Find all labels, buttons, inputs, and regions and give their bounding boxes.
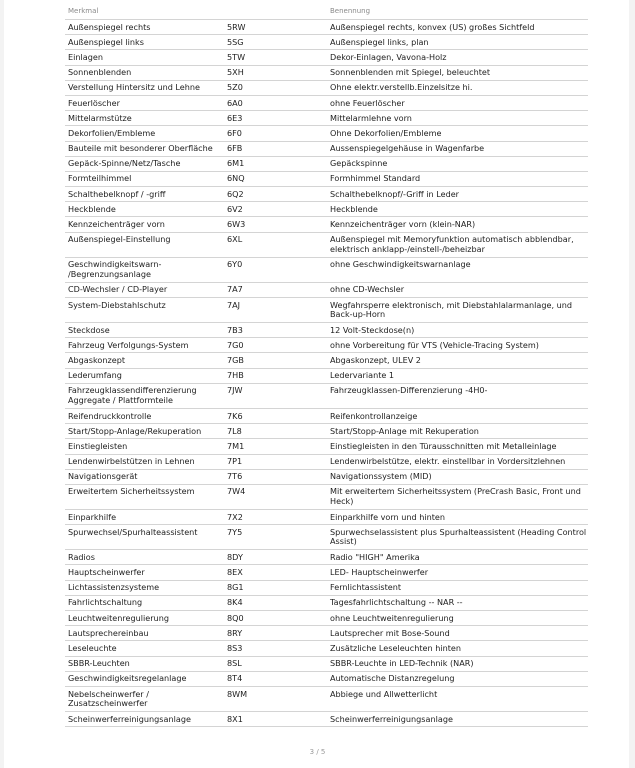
cell-designation: Ohne elektr.verstellb.Einzelsitze hi. bbox=[330, 82, 473, 93]
table-row bbox=[65, 687, 588, 712]
table-row bbox=[65, 96, 588, 111]
cell-feature: Kennzeichenträger vorn bbox=[68, 219, 165, 230]
table-row bbox=[65, 672, 588, 687]
table-row bbox=[65, 142, 588, 157]
cell-feature: System-Diebstahlschutz bbox=[68, 299, 166, 310]
table-row bbox=[65, 470, 588, 485]
cell-code: 8S3 bbox=[227, 642, 243, 653]
cell-feature: Reifendruckkontrolle bbox=[68, 410, 152, 421]
cell-code: 6FB bbox=[227, 143, 243, 154]
table-row bbox=[65, 323, 588, 338]
table-row bbox=[65, 338, 588, 353]
table-row bbox=[65, 384, 588, 409]
cell-designation: Ohne Dekorfolien/Embleme bbox=[330, 127, 442, 138]
cell-feature: Radios bbox=[68, 551, 95, 562]
table-row bbox=[65, 424, 588, 439]
table-header bbox=[65, 6, 588, 20]
cell-designation: Dekor-Einlagen, Vavona-Holz bbox=[330, 51, 447, 62]
cell-designation: Radio "HIGH" Amerika bbox=[330, 551, 420, 562]
cell-code: 6M1 bbox=[227, 158, 245, 169]
cell-feature: Verstellung Hintersitz und Lehne bbox=[68, 82, 201, 93]
cell-code: 7W4 bbox=[227, 486, 246, 497]
cell-code: 5SG bbox=[227, 36, 244, 47]
table-row bbox=[65, 283, 588, 298]
cell-designation: ohne Vorbereitung für VTS (Vehicle-Tracing System) bbox=[330, 339, 539, 350]
table-row bbox=[65, 233, 588, 258]
table-row bbox=[65, 217, 588, 232]
table-row bbox=[65, 581, 588, 596]
header-feature: Merkmal bbox=[68, 7, 99, 15]
table-row bbox=[65, 369, 588, 384]
cell-feature: Leseleuchte bbox=[68, 642, 117, 653]
table-row bbox=[65, 111, 588, 126]
cell-designation: Abgaskonzept, ULEV 2 bbox=[330, 355, 421, 366]
cell-code: 8RY bbox=[227, 627, 243, 638]
cell-feature: Lederumfang bbox=[68, 370, 122, 381]
cell-feature: Lautsprechereinbau bbox=[68, 627, 149, 638]
cell-designation: Ledervariante 1 bbox=[330, 370, 395, 381]
table-row bbox=[65, 550, 588, 565]
cell-feature: Scheinwerferreinigungsanlage bbox=[68, 713, 191, 724]
cell-code: 8K4 bbox=[227, 597, 243, 608]
cell-feature: Navigationsgerät bbox=[68, 471, 138, 482]
table-row bbox=[65, 510, 588, 525]
cell-code: 7L8 bbox=[227, 425, 242, 436]
cell-designation: ohne Feuerlöscher bbox=[330, 97, 405, 108]
cell-designation: Mittelarmlehne vorn bbox=[330, 112, 412, 123]
cell-feature: Sonnenblenden bbox=[68, 67, 132, 78]
cell-designation: Zusätzliche Leseleuchten hinten bbox=[330, 642, 462, 653]
cell-feature: Einlagen bbox=[68, 51, 103, 62]
cell-feature: Leuchtweitenregulierung bbox=[68, 612, 169, 623]
cell-code: 8EX bbox=[227, 567, 243, 578]
cell-code: 8SL bbox=[227, 658, 242, 669]
cell-code: 7X2 bbox=[227, 511, 243, 522]
cell-designation: ohne CD-Wechsler bbox=[330, 284, 405, 295]
cell-feature: Start/Stopp-Anlage/Rekuperation bbox=[68, 425, 202, 436]
cell-feature: Außenspiegel links bbox=[68, 36, 144, 47]
table-row bbox=[65, 641, 588, 656]
cell-feature: Außenspiegel-Einstellung bbox=[68, 234, 171, 245]
cell-code: 8Q0 bbox=[227, 612, 244, 623]
cell-designation: Lautsprecher mit Bose-Sound bbox=[330, 627, 450, 638]
cell-code: 7HB bbox=[227, 370, 244, 381]
cell-feature: Erweitertem Sicherheitssystem bbox=[68, 486, 195, 497]
table-row bbox=[65, 126, 588, 141]
table-row bbox=[65, 172, 588, 187]
cell-code: 8G1 bbox=[227, 582, 244, 593]
page-edge-left bbox=[0, 0, 4, 768]
cell-designation: Einparkhilfe vorn und hinten bbox=[330, 511, 446, 522]
cell-code: 6Y0 bbox=[227, 259, 243, 270]
cell-feature: Lendenwirbelstützen in Lehnen bbox=[68, 456, 195, 467]
cell-designation: Fernlichtassistent bbox=[330, 582, 402, 593]
cell-feature: Spurwechsel/Spurhalteassistent bbox=[68, 526, 198, 537]
equipment-table bbox=[65, 6, 588, 727]
cell-designation: Scheinwerferreinigungsanlage bbox=[330, 713, 453, 724]
cell-code: 7A7 bbox=[227, 284, 243, 295]
cell-designation: LED- Hauptscheinwerfer bbox=[330, 567, 429, 578]
table-row bbox=[65, 712, 588, 727]
table-row bbox=[65, 525, 588, 550]
cell-code: 7K6 bbox=[227, 410, 243, 421]
cell-designation: Außenspiegel mit Memoryfunktion automatisch abblendbar, elektrisch anklapp-/einstell-/beheizbar bbox=[330, 234, 574, 254]
cell-feature: Fahrzeug Verfolgungs-System bbox=[68, 339, 189, 350]
cell-feature: Fahrlichtschaltung bbox=[68, 597, 143, 608]
cell-designation: Sonnenblenden mit Spiegel, beleuchtet bbox=[330, 67, 491, 78]
cell-feature: Heckblende bbox=[68, 203, 116, 214]
cell-code: 7T6 bbox=[227, 471, 243, 482]
table-row bbox=[65, 485, 588, 510]
cell-feature: Mittelarmstütze bbox=[68, 112, 132, 123]
table-row bbox=[65, 611, 588, 626]
cell-feature: CD-Wechsler / CD-Player bbox=[68, 284, 168, 295]
cell-feature: Hauptscheinwerfer bbox=[68, 567, 145, 578]
cell-designation: Gepäckspinne bbox=[330, 158, 388, 169]
cell-designation: Heckblende bbox=[330, 203, 378, 214]
cell-code: 7GB bbox=[227, 355, 244, 366]
cell-code: 8X1 bbox=[227, 713, 243, 724]
table-row bbox=[65, 626, 588, 641]
cell-code: 7JW bbox=[227, 385, 243, 396]
cell-code: 7B3 bbox=[227, 324, 243, 335]
cell-feature: Außenspiegel rechts bbox=[68, 21, 151, 32]
table-row bbox=[65, 657, 588, 672]
cell-designation: Spurwechselassistent plus Spurhalteassistent (Heading Control Assist) bbox=[330, 526, 587, 547]
table-row bbox=[65, 596, 588, 611]
cell-feature: Gepäck-Spinne/Netz/Tasche bbox=[68, 158, 181, 169]
cell-code: 8T4 bbox=[227, 673, 243, 684]
cell-feature: Schalthebelknopf / -griff bbox=[68, 188, 166, 199]
cell-feature: Einstiegleisten bbox=[68, 440, 128, 451]
cell-code: 5XH bbox=[227, 67, 244, 78]
table-row bbox=[65, 455, 588, 470]
cell-designation: ohne Geschwindigkeitswarnanlage bbox=[330, 259, 471, 270]
table-row bbox=[65, 439, 588, 454]
cell-feature: Steckdose bbox=[68, 324, 110, 335]
cell-code: 6A0 bbox=[227, 97, 243, 108]
cell-feature: SBBR-Leuchten bbox=[68, 658, 130, 669]
cell-feature: Einparkhilfe bbox=[68, 511, 117, 522]
cell-designation: Lendenwirbelstütze, elektr. einstellbar in Vordersitzlehnen bbox=[330, 456, 566, 467]
cell-designation: Start/Stopp-Anlage mit Rekuperation bbox=[330, 425, 479, 436]
cell-code: 7Y5 bbox=[227, 526, 243, 537]
header-designation: Benennung bbox=[330, 7, 371, 15]
table-row bbox=[65, 565, 588, 580]
cell-feature: Geschwindigkeitswarn- /Begrenzungsanlage bbox=[68, 259, 162, 279]
table-row bbox=[65, 35, 588, 50]
cell-designation: Wegfahrsperre elektronisch, mit Diebstahlalarmanlage, und Back-up-Horn bbox=[330, 299, 573, 320]
cell-code: 6V2 bbox=[227, 203, 243, 214]
cell-code: 6XL bbox=[227, 234, 243, 245]
cell-designation: Navigationssystem (MID) bbox=[330, 471, 432, 482]
cell-code: 5RW bbox=[227, 21, 246, 32]
cell-designation: 12 Volt-Steckdose(n) bbox=[330, 324, 415, 335]
page-indicator: 3 / 5 bbox=[309, 748, 326, 756]
cell-code: 5TW bbox=[227, 51, 246, 62]
cell-code: 6Q2 bbox=[227, 188, 244, 199]
cell-code: 5Z0 bbox=[227, 82, 243, 93]
cell-feature: Nebelscheinwerfer / Zusatzscheinwerfer bbox=[68, 688, 149, 709]
cell-code: 6F0 bbox=[227, 127, 242, 138]
cell-designation: Aussenspiegelgehäuse in Wagenfarbe bbox=[330, 143, 485, 154]
table-row bbox=[65, 50, 588, 65]
table-row bbox=[65, 258, 588, 283]
cell-code: 6W3 bbox=[227, 219, 246, 230]
table-row bbox=[65, 202, 588, 217]
cell-code: 7AJ bbox=[227, 299, 241, 310]
cell-feature: Fahrzeugklassendifferenzierung Aggregate / Plattformteile bbox=[68, 385, 197, 406]
cell-feature: Feuerlöscher bbox=[68, 97, 120, 108]
cell-code: 6E3 bbox=[227, 112, 243, 123]
cell-designation: SBBR-Leuchte in LED-Technik (NAR) bbox=[330, 658, 474, 669]
cell-designation: Formhimmel Standard bbox=[330, 173, 421, 184]
cell-code: 7M1 bbox=[227, 440, 245, 451]
cell-code: 6NQ bbox=[227, 173, 245, 184]
cell-designation: Außenspiegel links, plan bbox=[330, 36, 429, 47]
cell-feature: Dekorfolien/Embleme bbox=[68, 127, 156, 138]
table-row bbox=[65, 20, 588, 35]
cell-code: 8DY bbox=[227, 551, 243, 562]
cell-feature: Abgaskonzept bbox=[68, 355, 126, 366]
cell-feature: Bauteile mit besonderer Oberfläche bbox=[68, 143, 213, 154]
cell-designation: Automatische Distanzregelung bbox=[330, 673, 455, 684]
cell-code: 7G0 bbox=[227, 339, 244, 350]
cell-designation: Mit erweitertem Sicherheitssystem (PreCrash Basic, Front und Heck) bbox=[330, 486, 581, 507]
table-row bbox=[65, 66, 588, 81]
cell-designation: Fahrzeugklassen-Differenzierung -4H0- bbox=[330, 385, 488, 396]
cell-designation: Tagesfahrlichtschaltung -- NAR -- bbox=[330, 597, 463, 608]
table-row bbox=[65, 298, 588, 323]
cell-designation: Einstiegleisten in den Türausschnitten mit Metalleinlage bbox=[330, 440, 557, 451]
cell-designation: Reifenkontrollanzeige bbox=[330, 410, 418, 421]
cell-code: 8WM bbox=[227, 688, 248, 699]
table-row bbox=[65, 187, 588, 202]
page-edge-right bbox=[629, 0, 635, 768]
cell-designation: Schalthebelknopf/-Griff in Leder bbox=[330, 188, 460, 199]
cell-feature: Geschwindigkeitsregelanlage bbox=[68, 673, 187, 684]
table-row bbox=[65, 409, 588, 424]
table-row bbox=[65, 157, 588, 172]
cell-feature: Lichtassistenzsysteme bbox=[68, 582, 160, 593]
cell-designation: Kennzeichenträger vorn (klein-NAR) bbox=[330, 219, 476, 230]
cell-designation: Außenspiegel rechts, konvex (US) großes Sichtfeld bbox=[330, 21, 535, 32]
cell-designation: ohne Leuchtweitenregulierung bbox=[330, 612, 454, 623]
table-body bbox=[65, 20, 588, 727]
table-row bbox=[65, 353, 588, 368]
cell-designation: Abbiege und Allwetterlicht bbox=[330, 688, 438, 699]
cell-code: 7P1 bbox=[227, 456, 243, 467]
cell-feature: Formteilhimmel bbox=[68, 173, 132, 184]
table-row bbox=[65, 81, 588, 96]
